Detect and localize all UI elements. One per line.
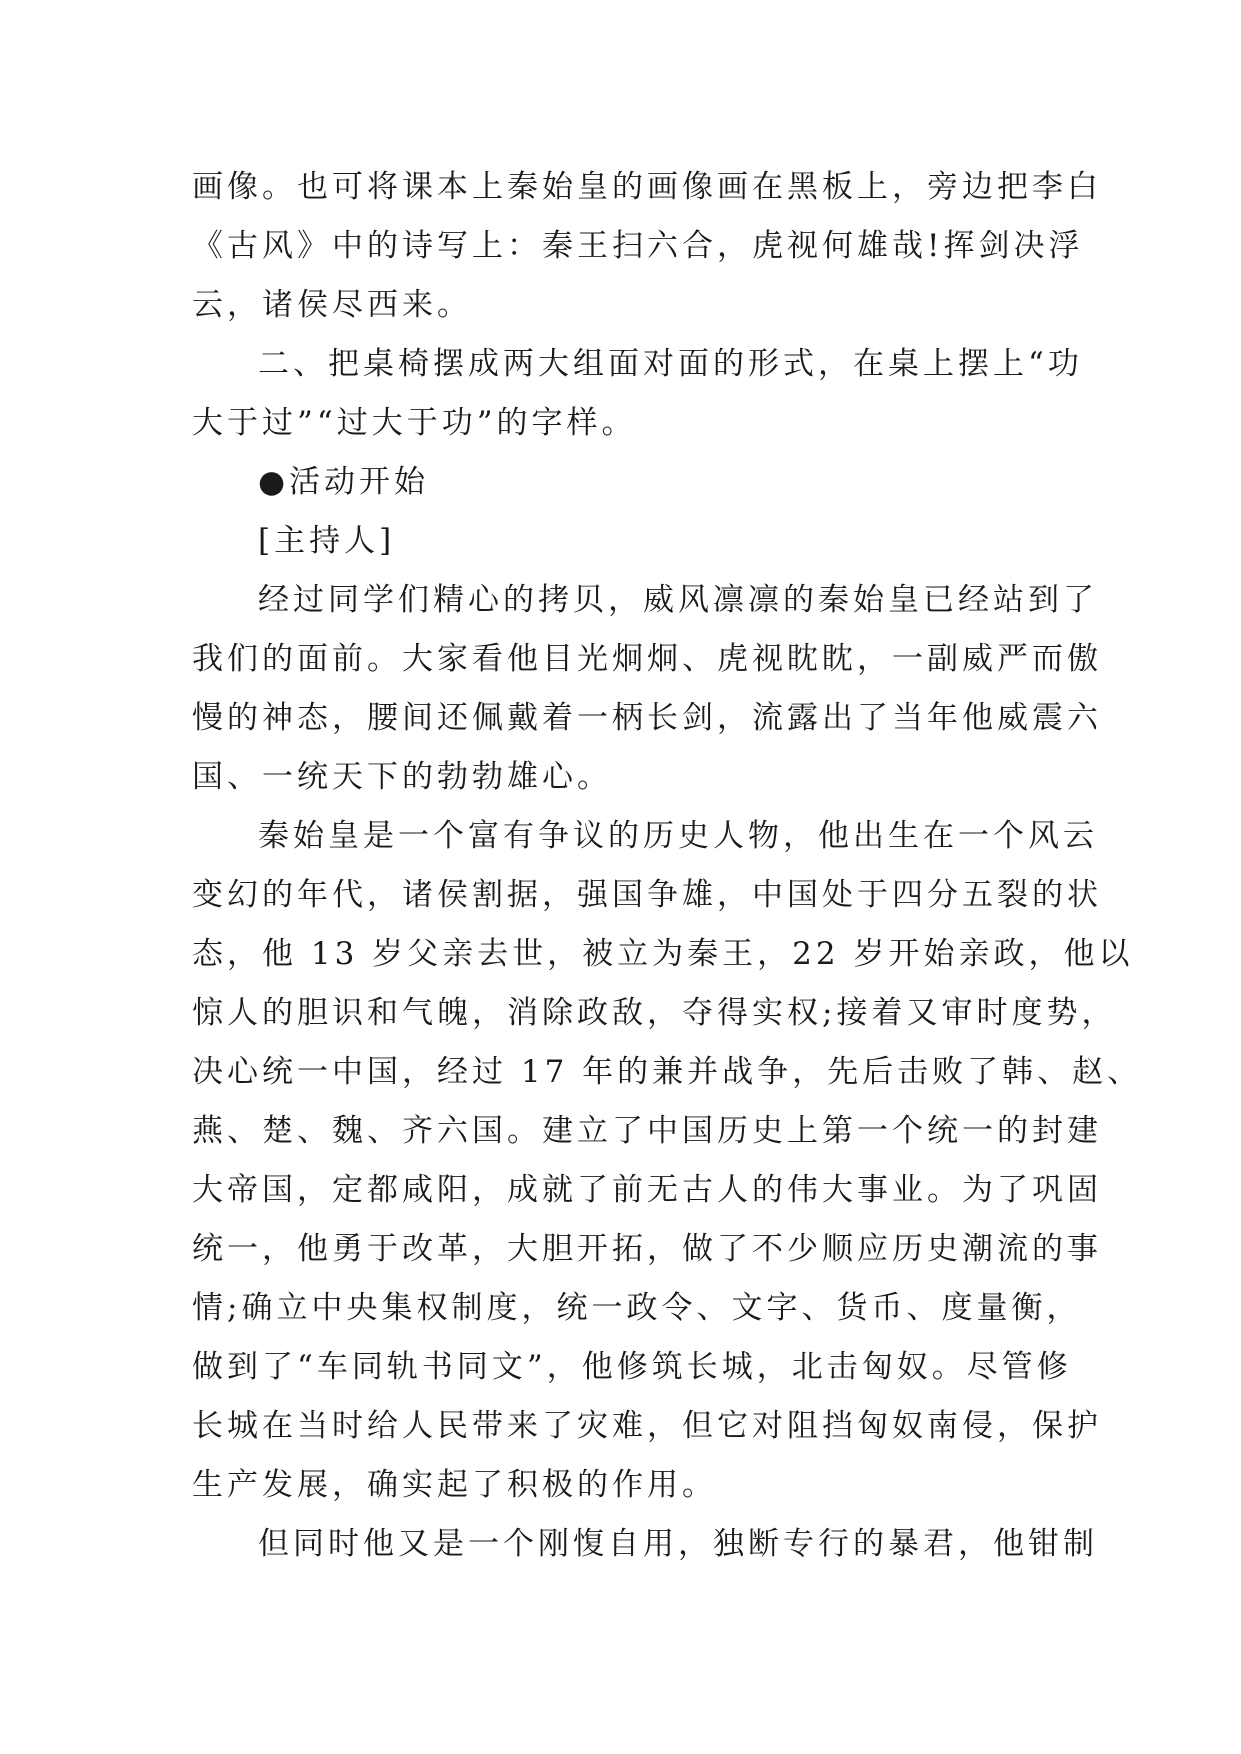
text-line: 情;确立中央集权制度，统一政令、文字、货币、度量衡，: [192, 1290, 1082, 1326]
text-line: 决心统一中国，经过 17 年的兼并战争，先后击败了韩、赵、: [192, 1054, 1143, 1090]
text-line: 生产发展，确实起了积极的作用。: [192, 1467, 717, 1503]
text-line: 燕、楚、魏、齐六国。建立了中国历史上第一个统一的封建: [192, 1113, 1102, 1149]
section-heading: ●活动开始: [258, 464, 430, 500]
text-line: 国、一统天下的勃勃雄心。: [192, 759, 612, 795]
text-line: 画像。也可将课本上秦始皇的画像画在黑板上，旁边把李白: [192, 169, 1102, 205]
text-line: 《古风》中的诗写上：秦王扫六合，虎视何雄哉!挥剑决浮: [192, 228, 1084, 264]
text-line: 统一，他勇于改革，大胆开拓，做了不少顺应历史潮流的事: [192, 1231, 1102, 1267]
text-line: 云，诸侯尽西来。: [192, 287, 472, 323]
text-line: 长城在当时给人民带来了灾难，但它对阻挡匈奴南侵，保护: [192, 1408, 1102, 1444]
text-line: 秦始皇是一个富有争议的历史人物，他出生在一个风云: [258, 818, 1098, 854]
body-text: [192, 158, 1143, 1574]
text-line: 变幻的年代，诸侯割据，强国争雄，中国处于四分五裂的状: [192, 877, 1102, 913]
text-line: 大于过”“过大于功”的字样。: [192, 405, 637, 441]
text-line: 我们的面前。大家看他目光炯炯、虎视眈眈，一副威严而傲: [192, 641, 1102, 677]
text-line: 但同时他又是一个刚愎自用，独断专行的暴君，他钳制: [258, 1526, 1098, 1562]
text-line: 二、把桌椅摆成两大组面对面的形式，在桌上摆上“功: [258, 346, 1083, 382]
speaker-label: [主持人]: [258, 523, 396, 559]
text-line: 大帝国，定都咸阳，成就了前无古人的伟大事业。为了巩固: [192, 1172, 1102, 1208]
text-line: 惊人的胆识和气魄，消除政敌，夺得实权;接着又审时度势，: [192, 995, 1117, 1031]
text-line: 经过同学们精心的拷贝，威风凛凛的秦始皇已经站到了: [258, 582, 1098, 618]
text-line: 慢的神态，腰间还佩戴着一柄长剑，流露出了当年他威震六: [192, 700, 1102, 736]
text-line: 做到了“车同轨书同文”，他修筑长城，北击匈奴。尽管修: [192, 1349, 1072, 1385]
text-line: 态，他 13 岁父亲去世，被立为秦王，22 岁开始亲政，他以: [192, 936, 1134, 972]
